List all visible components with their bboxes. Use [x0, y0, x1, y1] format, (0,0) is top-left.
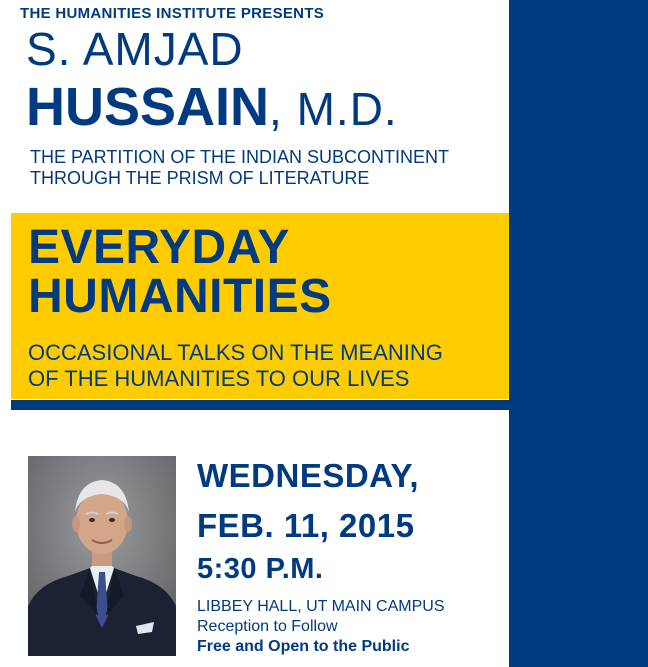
event-date: FEB. 11, 2015 — [197, 507, 415, 544]
speaker-last-name — [26, 77, 398, 137]
series-title-line: EVERYDAY — [28, 221, 290, 274]
series-title-line: HUMANITIES — [28, 270, 332, 323]
event-time: 5:30 P.M. — [197, 553, 324, 585]
speaker-first-name: S. AMJAD — [26, 23, 244, 75]
series-subtitle-line: OCCASIONAL TALKS ON THE MEANING — [28, 340, 443, 365]
presenter-line: THE HUMANITIES INSTITUTE PRESENTS — [20, 5, 325, 22]
banner-underline — [11, 400, 509, 410]
series-subtitle — [28, 340, 443, 392]
event-day: WEDNESDAY, — [197, 457, 419, 494]
event-reception: Reception to Follow — [197, 618, 338, 635]
event-admission: Free and Open to the Public — [197, 638, 410, 655]
speaker-portrait-illustration — [28, 456, 176, 656]
series-subtitle-line: OF THE HUMANITIES TO OUR LIVES — [28, 366, 410, 391]
speaker-suffix: , M.D. — [269, 83, 398, 135]
event-location: LIBBEY HALL, UT MAIN CAMPUS — [197, 598, 445, 615]
speaker-photo — [28, 456, 176, 656]
talk-title-line: THE PARTITION OF THE INDIAN SUBCONTINENT — [30, 147, 450, 167]
event-date-block — [197, 455, 419, 587]
talk-title — [30, 147, 449, 189]
speaker-surname: HUSSAIN — [26, 77, 270, 137]
series-title — [28, 223, 332, 321]
side-accent-bar — [509, 0, 648, 667]
venue-block — [197, 597, 444, 657]
talk-title-line: THROUGH THE PRISM OF LITERATURE — [30, 168, 370, 188]
